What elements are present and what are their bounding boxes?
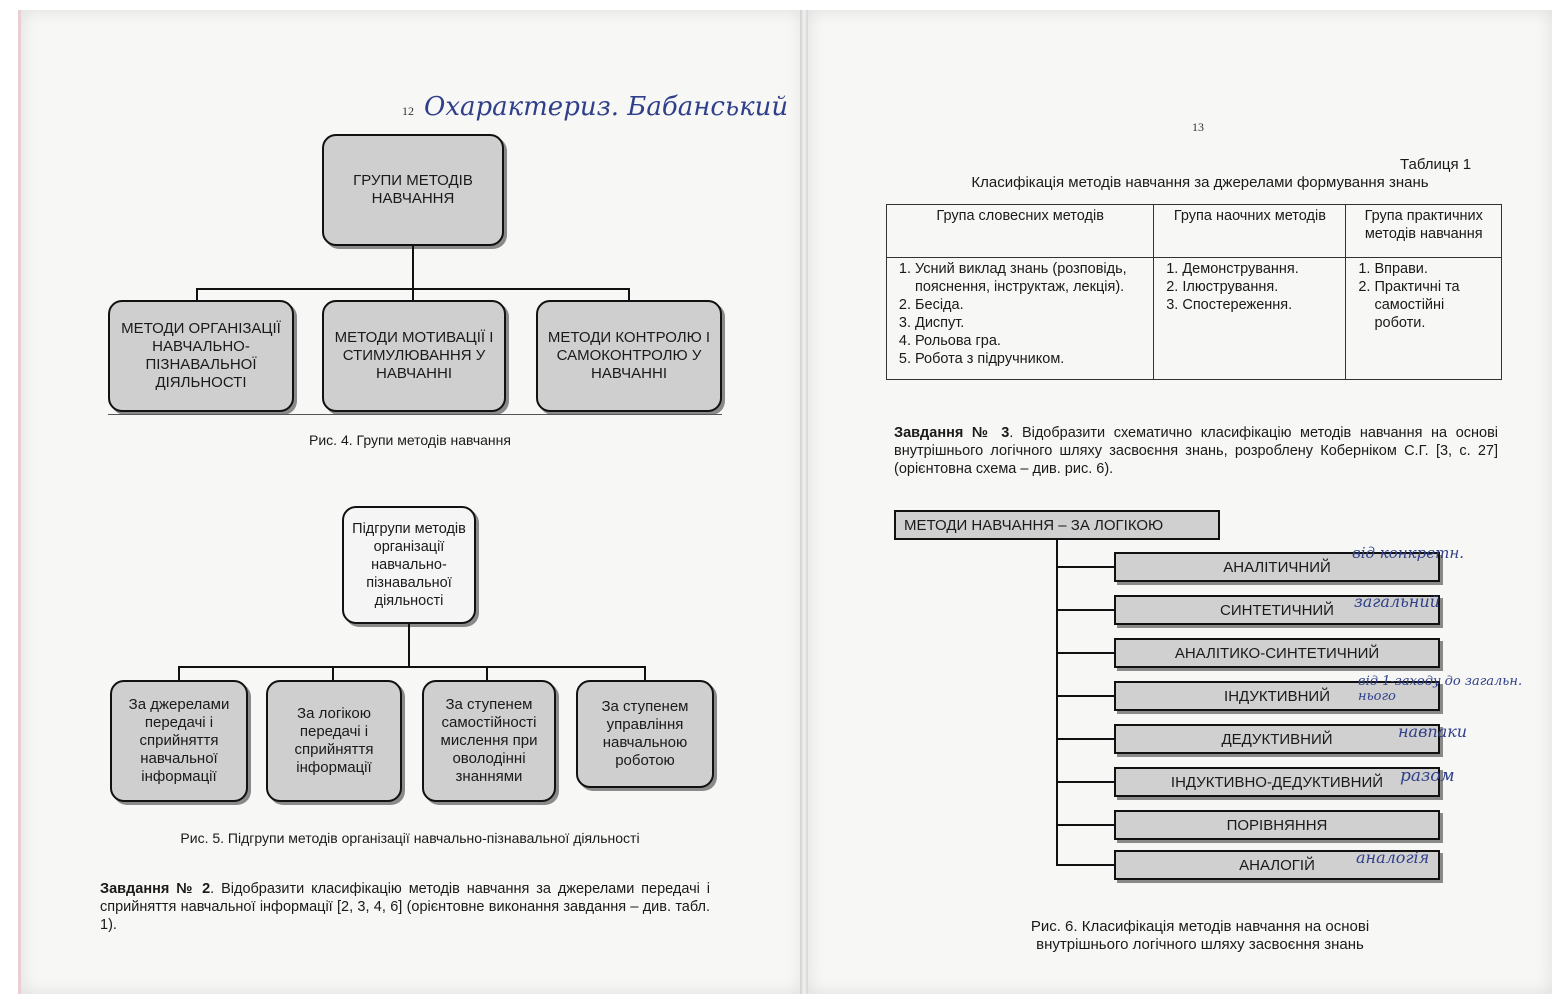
fig6-box-analytic-synthetic: АНАЛІТИКО-СИНТЕТИЧНИЙ <box>1114 638 1440 668</box>
fig4-box-control: МЕТОДИ КОНТРОЛЮ І САМОКОНТРОЛЮ У НАВЧАННІ <box>536 300 722 412</box>
fig6-trunk <box>1056 540 1058 864</box>
fig4-box-motivation: МЕТОДИ МОТИВАЦІЇ І СТИМУЛЮВАННЯ У НАВЧАННІ <box>322 300 506 412</box>
table-label: Таблиця 1 <box>1400 156 1472 173</box>
table-item: 4. Рольова гра. <box>915 332 1147 350</box>
fig5-connector <box>178 666 646 668</box>
page-number-right: 13 <box>1192 120 1204 134</box>
book-gutter <box>800 10 808 994</box>
page-number-left: 12 <box>402 104 414 118</box>
table-cell-visual <box>1154 258 1346 380</box>
table-title: Класифікація методів навчання за джерелами формування знань <box>971 174 1429 191</box>
fig6-branch <box>1056 738 1114 740</box>
table-item: 5. Робота з підручником. <box>915 350 1147 368</box>
task3-paragraph <box>894 424 1498 478</box>
fig6-branch <box>1056 781 1114 783</box>
task3-label: Завдання № 3 <box>894 425 1010 441</box>
fig4-baseline <box>108 414 722 415</box>
fig5-box-sources: За джерелами передачі і сприйняття навчальної інформації <box>110 680 248 802</box>
fig6-branch <box>1056 566 1114 568</box>
fig6-box-comparison: ПОРІВНЯННЯ <box>1114 810 1440 840</box>
fig6-branch <box>1056 864 1114 866</box>
handnote-ind-ded: разом <box>1400 766 1455 786</box>
table-item: 2. Ілюстрування. <box>1182 278 1339 296</box>
table-cell-practical <box>1346 258 1502 380</box>
handnote-synthetic: загальний <box>1354 592 1440 611</box>
fig5-box-management: За ступенем управління навчальною роботою <box>576 680 714 788</box>
handnote-deductive: навпаки <box>1398 722 1468 741</box>
fig6-box-analytic: АНАЛІТИЧНИЙ <box>1114 552 1440 582</box>
table-item: 2. Практичні та самостійні роботи. <box>1374 278 1495 332</box>
fig6-branch <box>1056 652 1114 654</box>
table-item: 2. Бесіда. <box>915 296 1147 314</box>
fig6-box-analogy: АНАЛОГІЙ <box>1114 850 1440 880</box>
task2-label: Завдання № 2 <box>100 881 211 897</box>
fig6-box-inductive-deductive: ІНДУКТИВНО-ДЕДУКТИВНИЙ <box>1114 767 1440 797</box>
table-item: 1. Усний виклад знань (розповідь, пояснення, інструктаж, лекція). <box>915 260 1147 296</box>
fig6-root-box: МЕТОДИ НАВЧАННЯ – ЗА ЛОГІКОЮ <box>894 510 1220 540</box>
table-item: 3. Диспут. <box>915 314 1147 332</box>
fig5-caption: Рис. 5. Підгрупи методів організації навчально-пізнавальної діяльності <box>180 830 640 846</box>
classification-table <box>886 204 1502 380</box>
table-header-practical: Група практичних методів навчання <box>1346 205 1502 258</box>
fig4-box-organization: МЕТОДИ ОРГАНІЗАЦІЇ НАВЧАЛЬНО-ПІЗНАВАЛЬНОЇ ДІЯЛЬНОСТІ <box>108 300 294 412</box>
handnote-inductive: від 1-заходу до загальн. нього <box>1358 674 1523 704</box>
fig6-branch <box>1056 695 1114 697</box>
table-header-visual: Група наочних методів <box>1154 205 1346 258</box>
fig6-branch <box>1056 824 1114 826</box>
fig6-caption-line1: Рис. 6. Класифікація методів навчання на основі <box>1030 918 1370 935</box>
table-item: 1. Демонстрування. <box>1182 260 1339 278</box>
fig5-connector <box>408 624 410 666</box>
task2-text: . Відобразити класифікацію методів навчання за джерелами передачі і сприйняття навчальної інформації [2, 3, 4, 6] (орієнтовне виконання завдання – див. табл. 1). <box>100 881 710 933</box>
task2-paragraph <box>100 880 710 934</box>
fig6-branch <box>1056 609 1114 611</box>
fig4-root-box: ГРУПИ МЕТОДІВ НАВЧАННЯ <box>322 134 504 246</box>
table-cell-verbal <box>887 258 1154 380</box>
table-header-verbal: Група словесних методів <box>887 205 1154 258</box>
table-item: 1. Вправи. <box>1374 260 1495 278</box>
table-item: 3. Спостереження. <box>1182 296 1339 314</box>
fig5-box-logic: За логікою передачі і сприйняття інформації <box>266 680 402 802</box>
fig6-box-synthetic: СИНТЕТИЧНИЙ <box>1114 595 1440 625</box>
handnote-analogy: аналогія <box>1356 848 1430 867</box>
task3-text: . Відобразити схематично класифікацію методів навчання на основі внутрішнього логічного шляху засвоєння знань, розроблену Коберніком С.Г. [3, с. 27] (орієнтовна схема – див. рис. 6). <box>894 425 1499 477</box>
fig6-box-inductive: ІНДУКТИВНИЙ <box>1114 681 1440 711</box>
fig6-caption-line2: внутрішнього логічного шляху засвоєння знань <box>1036 936 1364 953</box>
fig5-box-independence: За ступенем самостійності мислення при оволодінні знаннями <box>422 680 556 802</box>
handwritten-header: Охарактериз. Бабанський <box>424 92 789 122</box>
fig4-connector <box>412 246 414 288</box>
fig5-root-box: Підгрупи методів організації навчально-пізнавальної діяльності <box>342 506 476 624</box>
fig6-box-deductive: ДЕДУКТИВНИЙ <box>1114 724 1440 754</box>
fig4-caption: Рис. 4. Групи методів навчання <box>309 432 511 448</box>
handnote-analytic: від конкретн. <box>1352 544 1464 562</box>
